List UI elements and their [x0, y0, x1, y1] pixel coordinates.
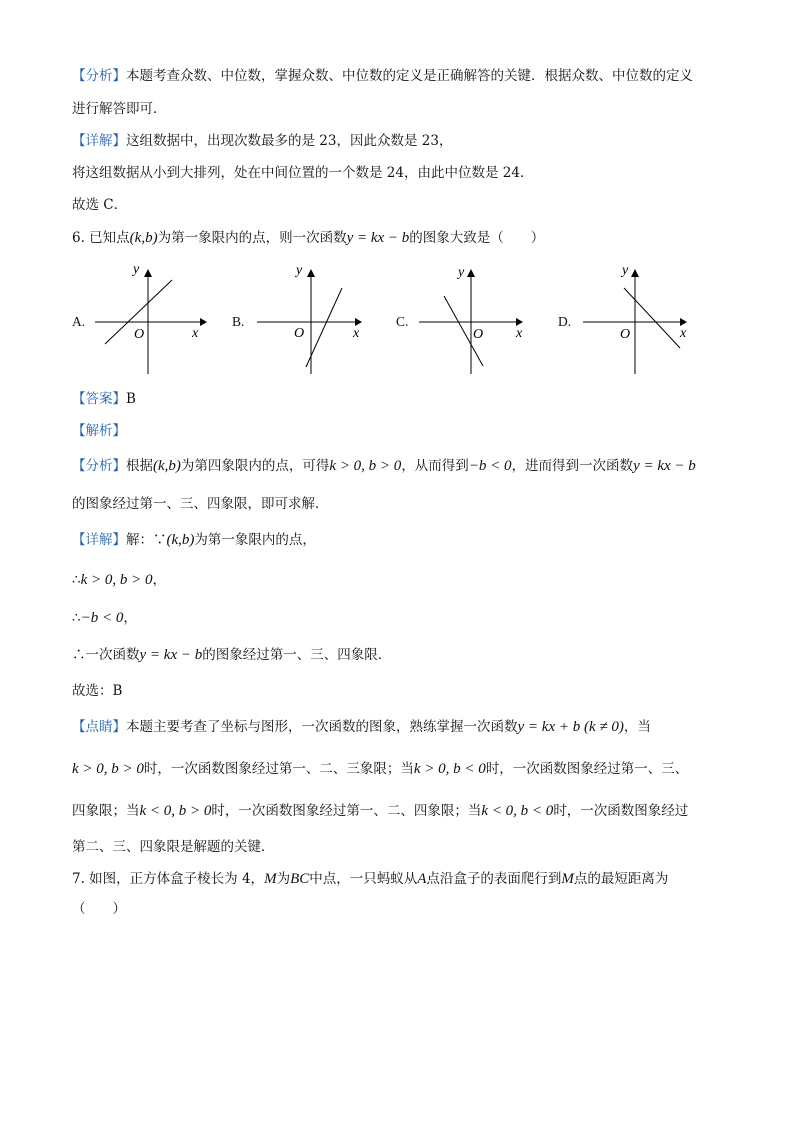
- q7-BC: BC: [290, 871, 310, 887]
- detail-2-text-2: 为第一象限内的点，: [194, 532, 316, 548]
- step-2-end: ，: [123, 610, 137, 626]
- x-label: x: [680, 326, 687, 341]
- y-label: y: [296, 263, 303, 278]
- step-3-function: y = kx − b: [139, 647, 203, 663]
- remark-cond-4: k < 0, b < 0: [481, 803, 554, 819]
- x-arrow-icon: [516, 318, 523, 326]
- remark-text-1: 本题主要考查了坐标与图形，一次函数的图象，熟练掌握一次函数: [126, 719, 518, 735]
- q6-mid: 为第一象限内的点，则一次函数: [157, 230, 347, 246]
- detail-2-tag: 【详解】: [72, 532, 126, 548]
- choose-2-line: 故选：B: [72, 683, 123, 699]
- q6-function: y = kx − b: [346, 230, 410, 246]
- origin-label: O: [620, 327, 631, 342]
- step-3-text: ∴一次函数: [72, 647, 140, 663]
- q6-point: (k,b): [129, 230, 158, 246]
- remark-paragraph: [72, 717, 651, 737]
- option-b-graph: [252, 262, 372, 377]
- analysis-tag: 【分析】: [72, 68, 126, 84]
- q6-prefix: 6. 已知点: [72, 230, 130, 246]
- y-arrow-icon: [144, 269, 152, 277]
- remark-text-4: 四象限；当: [72, 803, 140, 819]
- analysis-2-text-2: 为第四象限内的点，可得: [180, 458, 330, 474]
- remark-text-2: 时，一次函数图象经过第一、二、三象限；当: [143, 761, 414, 777]
- analysis-2-text-1: 根据: [126, 458, 153, 474]
- x-arrow-icon: [680, 318, 687, 326]
- remark-cond-1: k > 0, b > 0: [72, 761, 144, 777]
- answer-tag: 【答案】: [72, 391, 126, 407]
- remark-text-6: 时，一次函数图象经过: [553, 803, 689, 819]
- origin-label: O: [134, 327, 145, 342]
- remark-cond-3: k < 0, b > 0: [139, 803, 212, 819]
- remark-line-2: [72, 759, 688, 779]
- q6-post: 的图象大致是（ ）: [409, 230, 545, 246]
- q7-text-5: 点的最短距离为: [573, 871, 669, 887]
- remark-cond-2: k > 0, b < 0: [413, 761, 486, 777]
- therefore-symbol: ∴: [72, 610, 81, 626]
- analysis-continuation: 进行解答即可．: [72, 101, 167, 117]
- detail-text: 这组数据中，出现次数最多的是 23，因此众数是 23，: [126, 133, 453, 149]
- step-3-post: 的图象经过第一、三、四象限．: [202, 647, 392, 663]
- detail-paragraph: [72, 131, 452, 151]
- question-7-blank: （ ）: [72, 901, 126, 917]
- analysis-2-condition: k > 0, b > 0: [329, 458, 402, 474]
- remark-text-3: 时，一次函数图象经过第一、三、: [485, 761, 689, 777]
- detail-2-text-1: 解：∵: [126, 532, 167, 548]
- remark-text-1-end: ，当: [623, 719, 651, 735]
- q7-M: M: [264, 871, 277, 887]
- x-arrow-icon: [355, 318, 362, 326]
- analysis-text: 本题考查众数、中位数，掌握众数、中位数的定义是正确解答的关键．根据众数、中位数的定义: [126, 68, 693, 84]
- y-label: y: [133, 262, 140, 277]
- remark-text-5: 时，一次函数图象经过第一、二、四象限；当: [211, 803, 482, 819]
- remark-tag: 【点睛】: [72, 719, 126, 735]
- step-1-math: k > 0, b > 0: [80, 572, 153, 588]
- option-a-label: A.: [72, 314, 86, 329]
- step-2-math: −b < 0: [80, 610, 124, 626]
- analysis-paragraph: [72, 66, 693, 86]
- detail-2-step-2: [72, 608, 137, 628]
- detail-2-point: (k,b): [166, 532, 195, 548]
- q7-M-2: M: [561, 871, 574, 887]
- analysis-2-continuation: 的图象经过第一、三、四象限，即可求解．: [72, 496, 329, 512]
- x-label: x: [516, 326, 523, 341]
- q7-text-4: 点沿盒子的表面爬行到: [426, 871, 562, 887]
- question-7-stem: [72, 869, 668, 889]
- q7-A: A: [417, 871, 427, 887]
- analysis-2-point: (k,b): [153, 458, 181, 474]
- detail-line-2: 将这组数据从小到大排列，处在中间位置的一个数是 24，由此中位数是 24．: [72, 165, 534, 181]
- x-label: x: [353, 326, 360, 341]
- y-arrow-icon: [631, 269, 639, 277]
- q7-text-3: 中点，一只蚂蚁从: [309, 871, 418, 887]
- option-b-label: B.: [232, 314, 245, 329]
- option-c-graph: [414, 262, 534, 377]
- function-line: [624, 288, 680, 348]
- x-arrow-icon: [200, 318, 207, 326]
- q7-text-2: 为: [276, 871, 291, 887]
- detail-2-step-1: [72, 570, 166, 590]
- remark-function: y = kx + b (k ≠ 0): [517, 719, 624, 735]
- detail-2-paragraph: [72, 530, 316, 550]
- remark-line-4: 第二、三、四象限是解题的关键．: [72, 839, 275, 855]
- option-c-label: C.: [396, 314, 409, 329]
- q7-text-1: 7. 如图，正方体盒子棱长为 4，: [72, 871, 265, 887]
- y-label: y: [622, 263, 629, 278]
- jiexi-heading: 【解析】: [72, 423, 126, 439]
- detail-tag: 【详解】: [72, 133, 126, 149]
- option-a-graph: [90, 262, 210, 377]
- question-6-stem: [72, 228, 544, 248]
- analysis-2-text-3: ，从而得到: [401, 458, 469, 474]
- y-label: y: [458, 265, 465, 280]
- therefore-symbol: ∴: [72, 572, 81, 588]
- y-arrow-icon: [467, 269, 475, 277]
- step-1-end: ，: [152, 572, 166, 588]
- analysis-2-condition-2: −b < 0: [468, 458, 512, 474]
- analysis-2-paragraph: [72, 456, 696, 476]
- option-d-label: D.: [558, 314, 572, 329]
- answer-value: B: [126, 391, 136, 407]
- choose-line: 故选 C．: [72, 197, 128, 213]
- answer-line: [72, 389, 136, 409]
- origin-label: O: [473, 327, 484, 342]
- x-label: x: [192, 326, 199, 341]
- analysis-2-function: y = kx − b: [633, 458, 696, 474]
- analysis-2-tag: 【分析】: [72, 458, 126, 474]
- origin-label: O: [294, 326, 305, 341]
- remark-line-3: [72, 801, 688, 821]
- y-arrow-icon: [307, 269, 315, 277]
- option-d-graph: [578, 262, 698, 377]
- detail-2-step-3: [72, 645, 391, 665]
- analysis-2-text-4: ，进而得到一次函数: [511, 458, 634, 474]
